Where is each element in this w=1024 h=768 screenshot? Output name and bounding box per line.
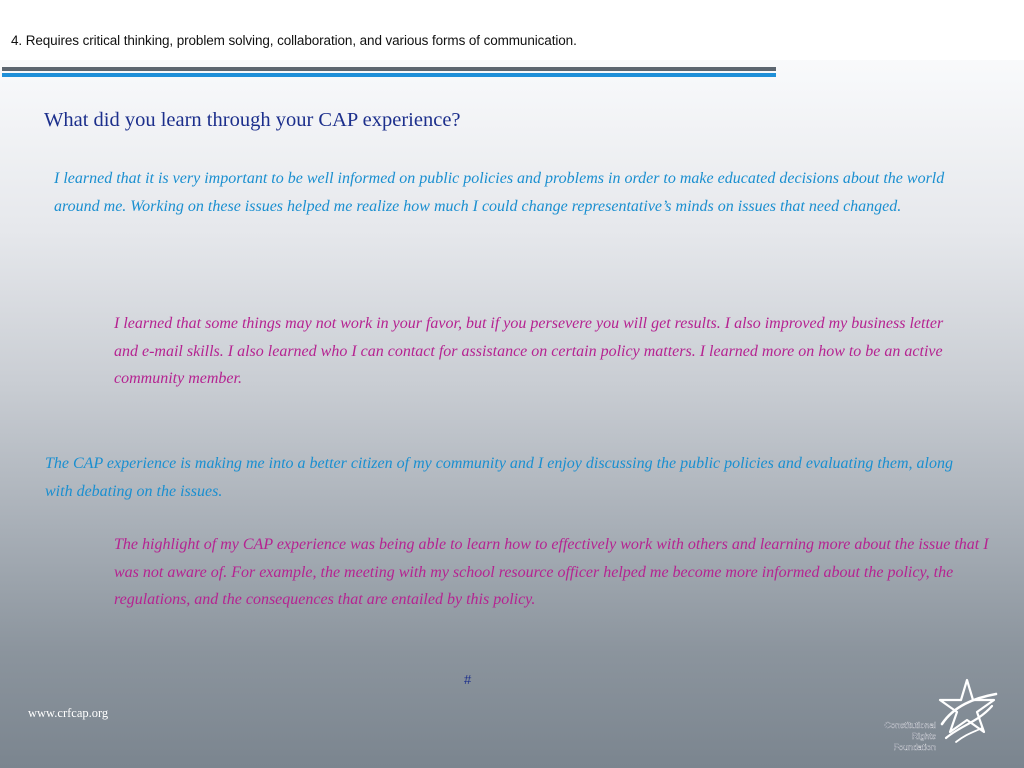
response-3: The CAP experience is making me into a better citizen of my community and I enjoy discussing the public policies and evaluating them, along with debating on the issues.: [45, 455, 953, 500]
star-swoosh-icon: [934, 676, 1000, 748]
footer-url[interactable]: www.crfcap.org: [28, 706, 109, 720]
header-divider-gray: [2, 67, 776, 71]
crf-logo: [868, 676, 1008, 762]
response-2: I learned that some things may not work in your favor, but if you persevere you will get results. I also improved my business letter and e-mail skills. I also learned who I can contact for assistance on certain policy matters. I learned more on how to be an active community member.: [114, 315, 944, 387]
header-band: [0, 0, 1024, 60]
slide-header: 4. Requires critical thinking, problem solving, collaboration, and various forms of communication.: [11, 33, 577, 48]
logo-text-line-1: Constitutional: [884, 720, 936, 730]
slide-title: What did you learn through your CAP experience?: [44, 109, 461, 131]
logo-text: [868, 720, 936, 753]
response-1: I learned that it is very important to be well informed on public policies and problems in order to make educated decisions about the world around me. Working on these issues helped me realize how much I could change representative’s minds on issues that need changed.: [54, 170, 945, 215]
response-4: The highlight of my CAP experience was being able to learn how to effectively work with others and learning more about the issue that I was not aware of. For example, the meeting with my school resource officer helped me become more informed about the policy, the regulations, and the consequences that are entailed by this policy.: [114, 536, 989, 608]
header-divider-blue: [2, 73, 776, 77]
logo-text-line-3: Foundation: [893, 742, 936, 752]
slide-number: #: [464, 672, 472, 687]
logo-text-line-2: Rights: [911, 731, 936, 741]
